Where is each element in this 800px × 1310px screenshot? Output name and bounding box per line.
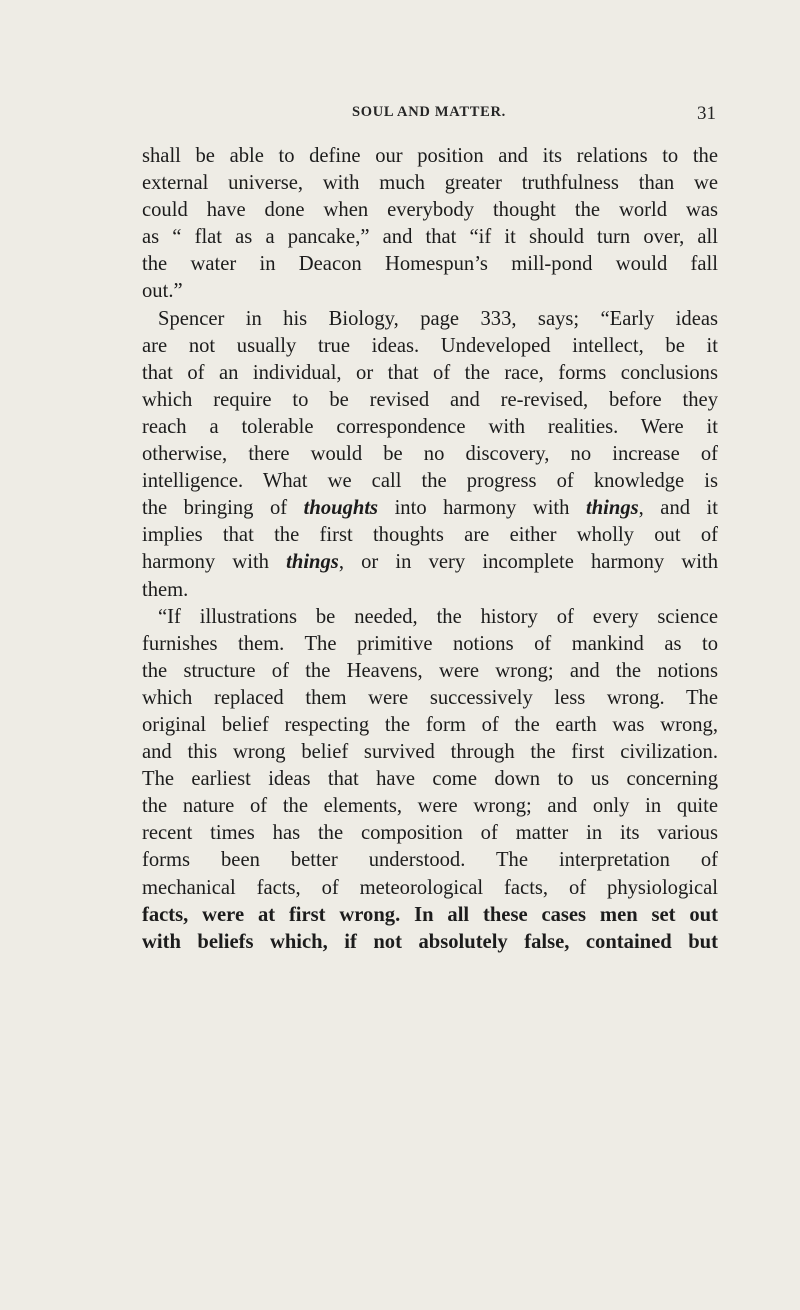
text-line: forms been better understood. The interpretation of	[142, 849, 718, 872]
italic-word: thoughts	[303, 497, 379, 520]
text-line: implies that the first thoughts are either wholly out of	[142, 524, 718, 547]
text-line: Spencer in his Biology, page 333, says; “Early ideas	[158, 307, 718, 330]
text-line: mechanical facts, of meteorological facts, of physiological	[142, 876, 718, 899]
text-span: harmony with	[142, 551, 287, 574]
italic-word: things	[585, 497, 639, 520]
text-line: which replaced them were successively less wrong. The	[142, 686, 718, 709]
text-line: which require to be revised and re-revised, before they	[142, 388, 718, 411]
text-span: into harmony with	[378, 497, 586, 520]
text-line: intelligence. What we call the progress of knowledge is	[142, 470, 718, 493]
text-span: , and it	[638, 497, 718, 520]
text-line: furnishes them. The primitive notions of mankind as to	[142, 632, 718, 655]
text-span: , or in very incomplete harmony with	[338, 551, 718, 574]
text-line	[142, 495, 718, 522]
running-title: SOUL AND MATTER.	[352, 104, 506, 120]
text-line: as “ flat as a pancake,” and that “if it should turn over, all	[142, 226, 718, 249]
text-line: the structure of the Heavens, were wrong; and the notions	[142, 659, 718, 682]
text-line: recent times has the composition of matter in its various	[142, 822, 718, 845]
text-line: are not usually true ideas. Undeveloped intellect, be it	[142, 334, 718, 357]
text-line: out.”	[142, 280, 183, 303]
text-line: external universe, with much greater truthfulness than we	[142, 172, 718, 195]
italic-word: things	[286, 551, 339, 574]
text-line: could have done when everybody thought the world was	[142, 199, 718, 222]
page-number: 31	[697, 103, 716, 124]
text-line: and this wrong belief survived through the first civilization.	[142, 741, 718, 764]
text-line: that of an individual, or that of the race, forms conclusions	[142, 361, 718, 384]
body-text	[142, 143, 718, 956]
text-line: The earliest ideas that have come down to us concerning	[142, 768, 718, 791]
text-line	[142, 549, 718, 576]
text-line: shall be able to define our position and its relations to the	[142, 145, 718, 167]
running-head	[142, 104, 716, 128]
text-line: with beliefs which, if not absolutely false, contained but	[142, 930, 718, 953]
text-line: “If illustrations be needed, the history of every science	[158, 605, 718, 628]
text-line: facts, were at first wrong. In all these cases men set out	[142, 903, 718, 926]
text-line: the nature of the elements, were wrong; and only in quite	[142, 795, 718, 818]
text-span: the bringing of	[142, 497, 304, 520]
text-line: reach a tolerable correspondence with realities. Were it	[142, 415, 718, 438]
text-line: otherwise, there would be no discovery, no increase of	[142, 443, 718, 466]
text-line: the water in Deacon Homespun’s mill-pond would fall	[142, 253, 718, 276]
text-line: them.	[142, 578, 189, 601]
text-line: original belief respecting the form of the earth was wrong,	[142, 713, 718, 736]
